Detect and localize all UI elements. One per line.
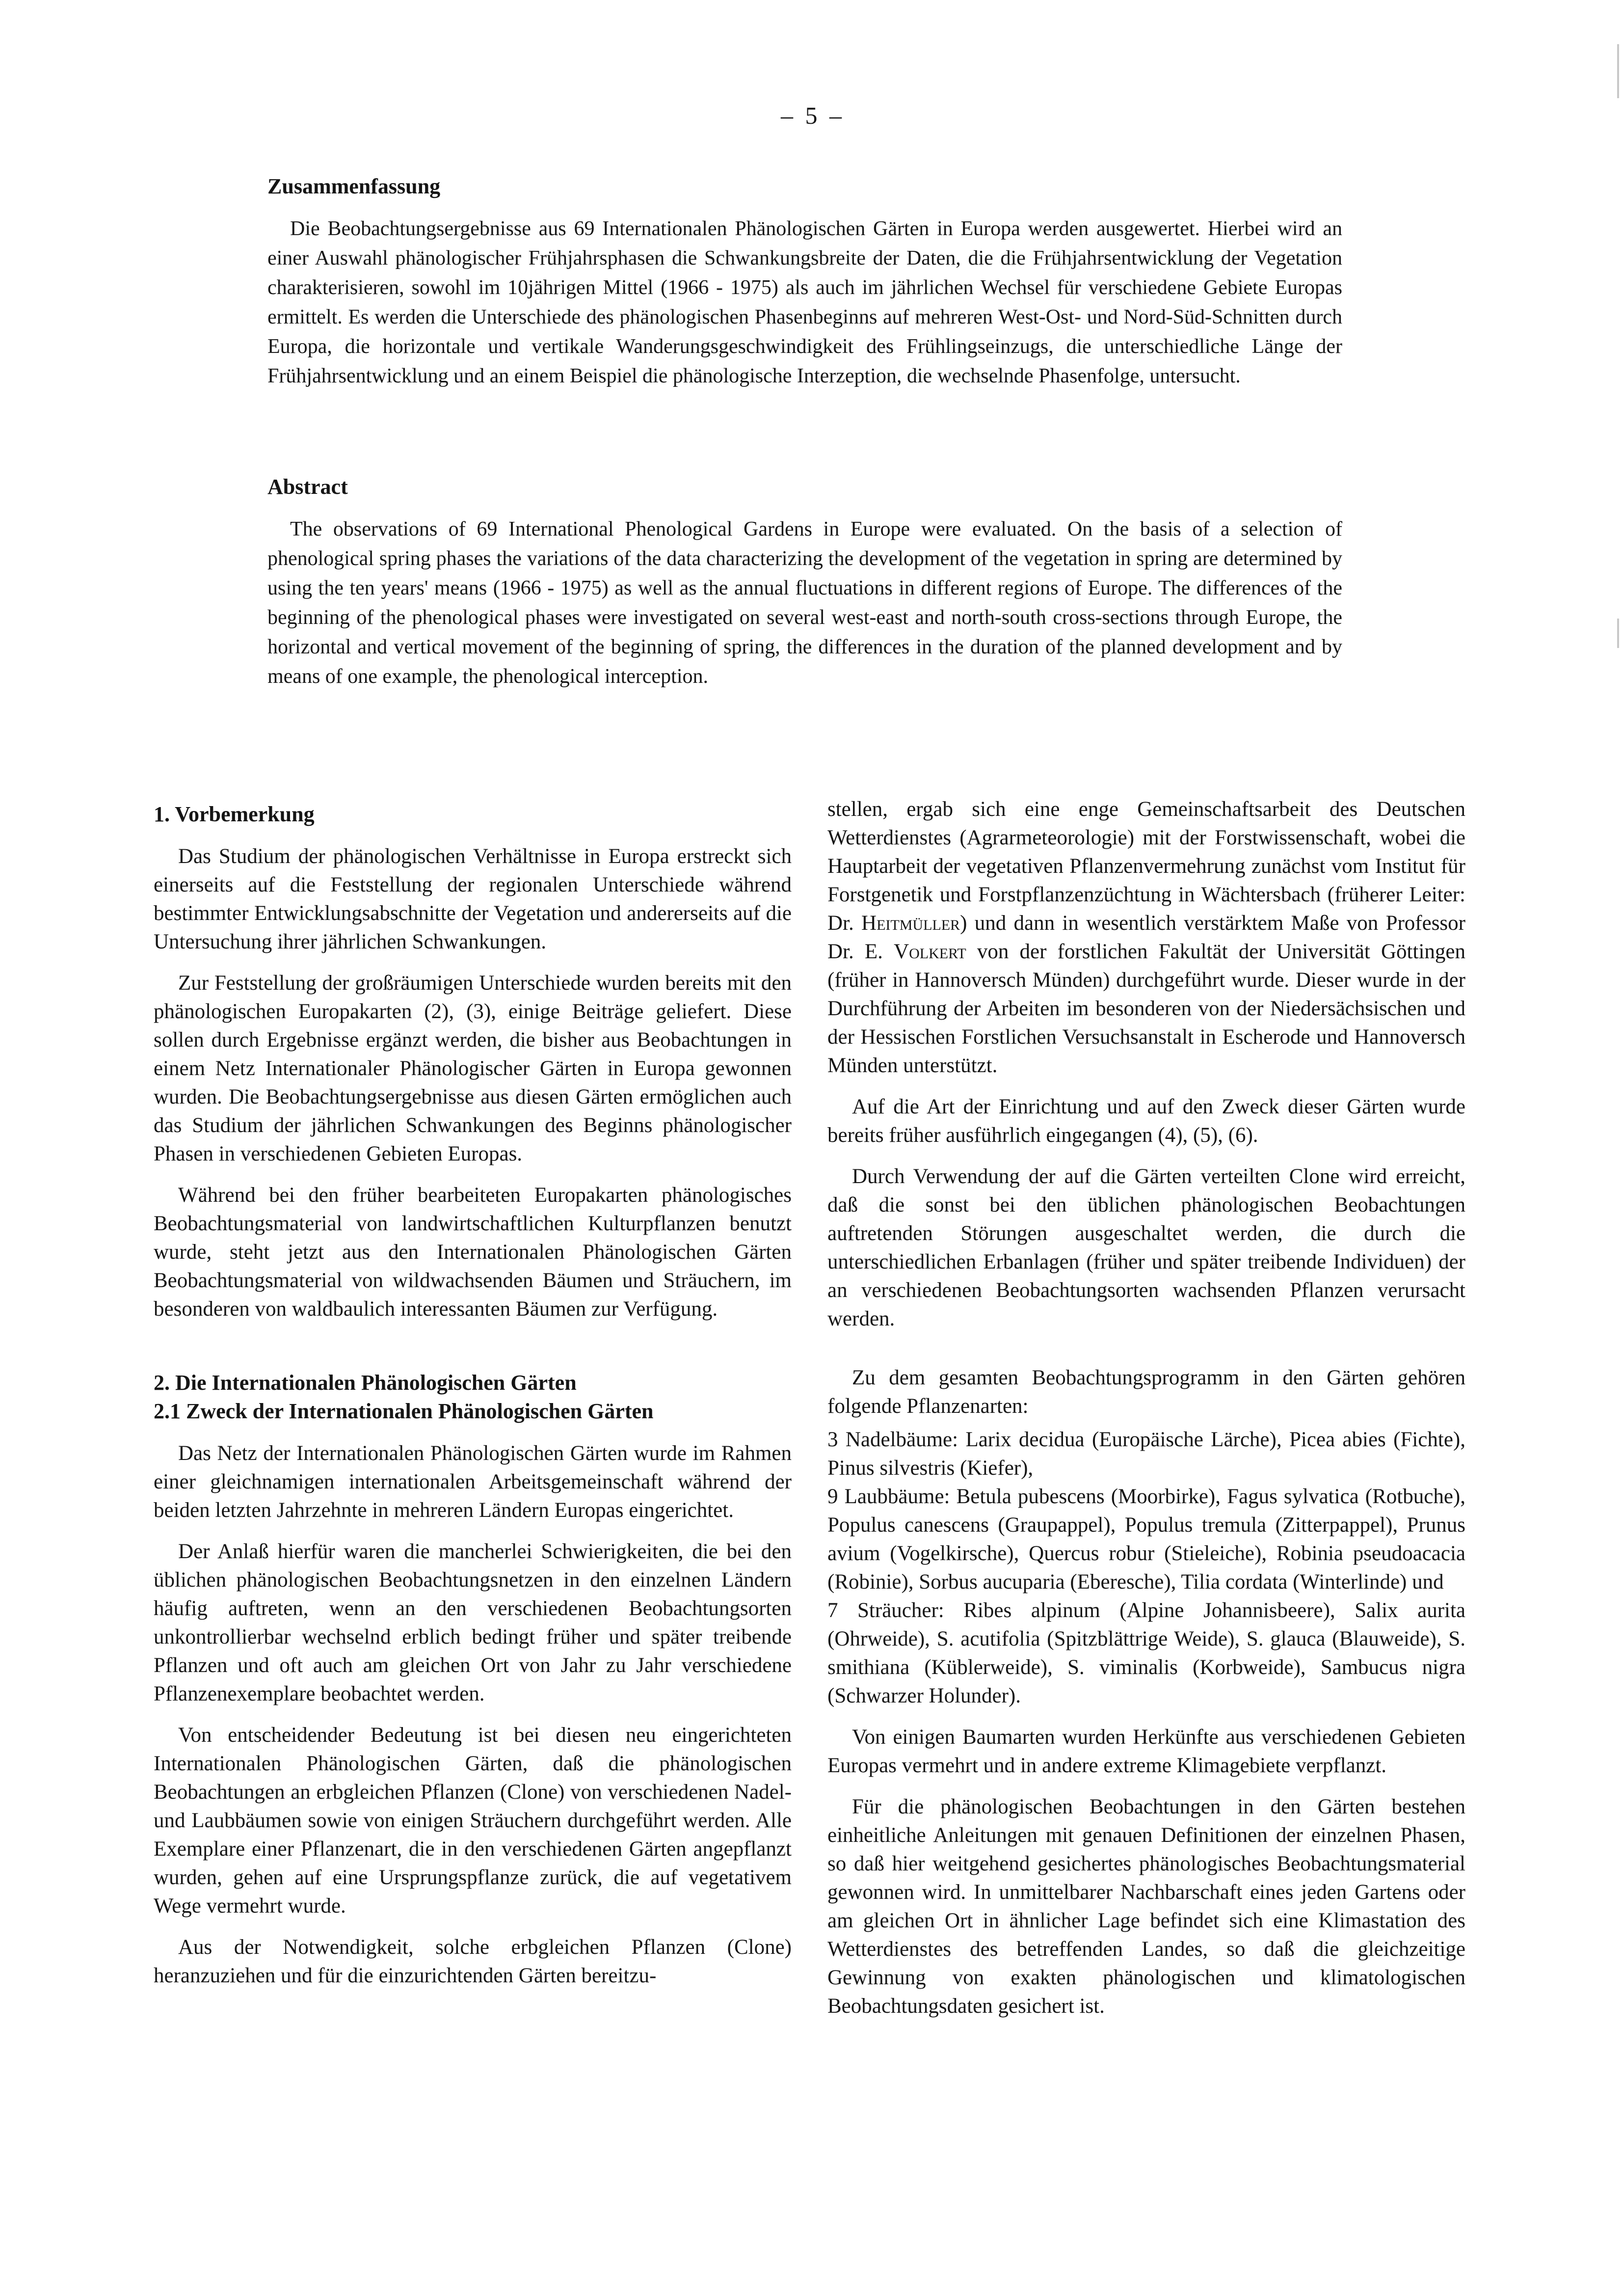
- right-paragraph: Von einigen Baumarten wurden Herkünfte aus verschiedenen Gebieten Europas vermehrt und in andere extreme Klimagebiete verpflanzt.: [827, 1726, 1465, 1777]
- abstract-text: The observations of 69 International Phenological Gardens in Europe were evaluated. On the basis of a selection of phenological spring phases the variations of the data characterizing the development of the vegetation in spring are determined by using the ten years' means (1966 - 1975) as well as the annual fluctuations in different regions of Europe. The differences of the beginning of the phenological phases were investigated on several west-east and north-south cross-sections through Europe, the horizontal and vertical movement of the beginning of spring, the differences in the duration of the planned development and by means of one example, the phenological interception.: [267, 518, 1342, 688]
- section-2-1-heading: 2.1 Zweck der Internationalen Phänologischen Gärten: [154, 1399, 654, 1423]
- section-1-heading: 1. Vorbemerkung: [154, 802, 315, 826]
- text-span: ) und dann in wesentlich verstärktem Maße von Professor Dr. E.: [827, 912, 1465, 963]
- right-paragraph: Für die phänologischen Beobachtungen in den Gärten bestehen einheitliche Anleitungen mit genauen Definitionen der einzelnen Phasen, so daß hier weitgehend gesichertes phänologisches Beobachtungsmaterial gewonnen wird. In unmittelbarer Nachbarschaft eines jeden Gartens oder am gleichen Ort in ähnlicher Lage befindet sich eine Klimastation des Wetterdienstes des betreffenden Landes, so daß die gleichzeitige Gewinnung von exakten phänologischen und klimatologischen Beobachtungsdaten gesichert ist.: [827, 1795, 1465, 2018]
- left-column: [154, 800, 792, 2003]
- section-2-paragraph: Von entscheidender Bedeutung ist bei diesen neu eingerichteten Internationalen Phänologischen Gärten, daß die phänologischen Beobachtungen an erbgleichen Pflanzen (Clone) von verschiedenen Nadel- und Laubbäumen sowie von einigen Sträuchern durchgeführt werden. Alle Exemplare einer Pflanzenart, die in den verschiedenen Gärten angepflanzt wurden, gehen auf eine Ursprungspflanze zurück, die auf vegetativem Wege vermehrt wurde.: [154, 1724, 792, 1918]
- zusammenfassung-text: Die Beobachtungsergebnisse aus 69 Internationalen Phänologischen Gärten in Europa werden ausgewertet. Hierbei wird an einer Auswahl phänologischer Frühjahrsphasen die Schwankungsbreite der Daten, die die Frühjahrsentwicklung der Vegetation charakterisieren, sowohl im 10jährigen Mittel (1966 - 1975) als auch im jährlichen Wechsel für verschiedene Gebiete Europas ermittelt. Es werden die Unterschiede des phänologischen Phasenbeginns auf mehreren West-Ost- und Nord-Süd-Schnitten durch Europa, die horizontale und vertikale Wanderungsgeschwindigkeit des Frühlingseinzugs, die unterschiedliche Länge der Frühjahrsentwicklung und an einem Beispiel die phänologische Interzeption, die wechselnde Phasenfolge, untersucht.: [267, 217, 1342, 387]
- author-name: Heitmüller: [861, 912, 960, 935]
- section-2-paragraph: Der Anlaß hierfür waren die mancherlei Schwierigkeiten, die bei den üblichen phänologischen Beobachtungsnetzen in den einzelnen Ländern häufig auftreten, wenn an den verschiedenen Beobachtungsorten unkontrollierbar wechselnd erblich bedingt früher und später treibende Pflanzen und oft auch am gleichen Ort von Jahr zu Jahr verschiedene Pflanzenexemplare beobachtet werden.: [154, 1540, 792, 1705]
- right-paragraph: Auf die Art der Einrichtung und auf den Zweck dieser Gärten wurde bereits früher ausführlich eingegangen (4), (5), (6).: [827, 1095, 1465, 1147]
- section-2-paragraph: Aus der Notwendigkeit, solche erbgleichen Pflanzen (Clone) heranzuziehen und für die einzurichtenden Gärten bereitzu-: [154, 1936, 792, 1987]
- right-paragraph: Durch Verwendung der auf die Gärten verteilten Clone wird erreicht, daß die sonst bei den üblichen phänologischen Beobachtungen auftretenden Störungen ausgeschaltet werden, die durch die unterschiedlichen Erbanlagen (früher und später treibende Individuen) der an verschiedenen Beobachtungsorten wachsenden Pflanzen verursacht werden.: [827, 1165, 1465, 1330]
- scan-edge-mark: [1617, 619, 1619, 648]
- zusammenfassung-heading: Zusammenfassung: [267, 174, 441, 198]
- species-list-deciduous: 9 Laubbäume: Betula pubescens (Moorbirke), Fagus sylvatica (Rotbuche), Populus canescens (Graupappel), Populus tremula (Zitterpappel), Prunus avium (Vogelkirsche), Quercus robur (Stieleiche), Robinia pseudoacacia (Robinie), Sorbus aucuparia (Eberesche), Tilia cordata (Winterlinde) und: [827, 1485, 1465, 1594]
- text-span: von der forstlichen Fakultät der Universität Göttingen (früher in Hannoversch Münden) durchgeführt wurde. Dieser wurde in der Durchführung der Arbeiten im besonderen von der Niedersächsischen und der Hessischen Forstlichen Versuchsanstalt in Escherode und Hannoversch Münden unterstützt.: [827, 940, 1465, 1077]
- scan-edge-mark: [1617, 44, 1619, 98]
- abstract-heading: Abstract: [267, 475, 348, 499]
- section-1-paragraph: Das Studium der phänologischen Verhältnisse in Europa erstreckt sich einerseits auf die Feststellung der regionalen Unterschiede während bestimmter Entwicklungsabschnitte der Vegetation und andererseits auf die Untersuchung ihrer jährlichen Schwankungen.: [154, 845, 792, 953]
- zusammenfassung-section: [267, 172, 1342, 391]
- right-column: [827, 795, 1465, 2033]
- species-list-shrubs: 7 Sträucher: Ribes alpinum (Alpine Johannisbeere), Salix aurita (Ohrweide), S. acutifolia (Spitzblättrige Weide), S. glauca (Blauweide), S. smithiana (Küblerweide), S. viminalis (Korbweide), Sambucus nigra (Schwarzer Holunder).: [827, 1599, 1465, 1707]
- abstract-section: [267, 472, 1342, 691]
- text-span: stellen, ergab sich eine enge Gemeinschaftsarbeit des Deutschen Wetterdienstes (Agrarmeteorologie) mit der Forstwissenschaft, wobei die Hauptarbeit der vegetativen Pflanzenvermehrung zunächst vom Institut für Forstgenetik und Forstpflanzenzüchtung in Wächtersbach (früherer Leiter: Dr.: [827, 798, 1465, 935]
- section-2-paragraph: Das Netz der Internationalen Phänologischen Gärten wurde im Rahmen einer gleichnamigen internationalen Arbeitsgemeinschaft während der beiden letzten Jahrzehnte in mehreren Ländern Europas eingerichtet.: [154, 1442, 792, 1522]
- right-paragraph-continuation: [827, 795, 1465, 1080]
- page-number: – 5 –: [781, 102, 845, 129]
- species-list-conifers: 3 Nadelbäume: Larix decidua (Europäische Lärche), Picea abies (Fichte), Pinus silvestris (Kiefer),: [827, 1428, 1465, 1480]
- section-1-paragraph: Während bei den früher bearbeiteten Europakarten phänologisches Beobachtungsmaterial von landwirtschaftlichen Kulturpflanzen benutzt wurde, steht jetzt aus den Internationalen Phänologischen Gärten Beobachtungsmaterial von wildwachsenden Bäumen und Sträuchern, im besonderen von waldbaulich interessanten Bäumen zur Verfügung.: [154, 1184, 792, 1321]
- section-1-paragraph: Zur Feststellung der großräumigen Unterschiede wurden bereits mit den phänologischen Europakarten (2), (3), einige Beiträge geliefert. Diese sollen durch Ergebnisse ergänzt werden, die bisher aus Beobachtungen in einem Netz Internationaler Phänologischer Gärten in Europa gewonnen wurden. Die Beobachtungsergebnisse aus diesen Gärten ermöglichen auch das Studium der jährlichen Schwankungen des Beginns phänologischer Phasen in verschiedenen Gebieten Europas.: [154, 972, 792, 1165]
- right-paragraph: Zu dem gesamten Beobachtungsprogramm in den Gärten gehören folgende Pflanzenarten:: [827, 1366, 1465, 1418]
- author-name: Volkert: [894, 940, 966, 963]
- section-2-heading: 2. Die Internationalen Phänologischen Gärten: [154, 1371, 577, 1395]
